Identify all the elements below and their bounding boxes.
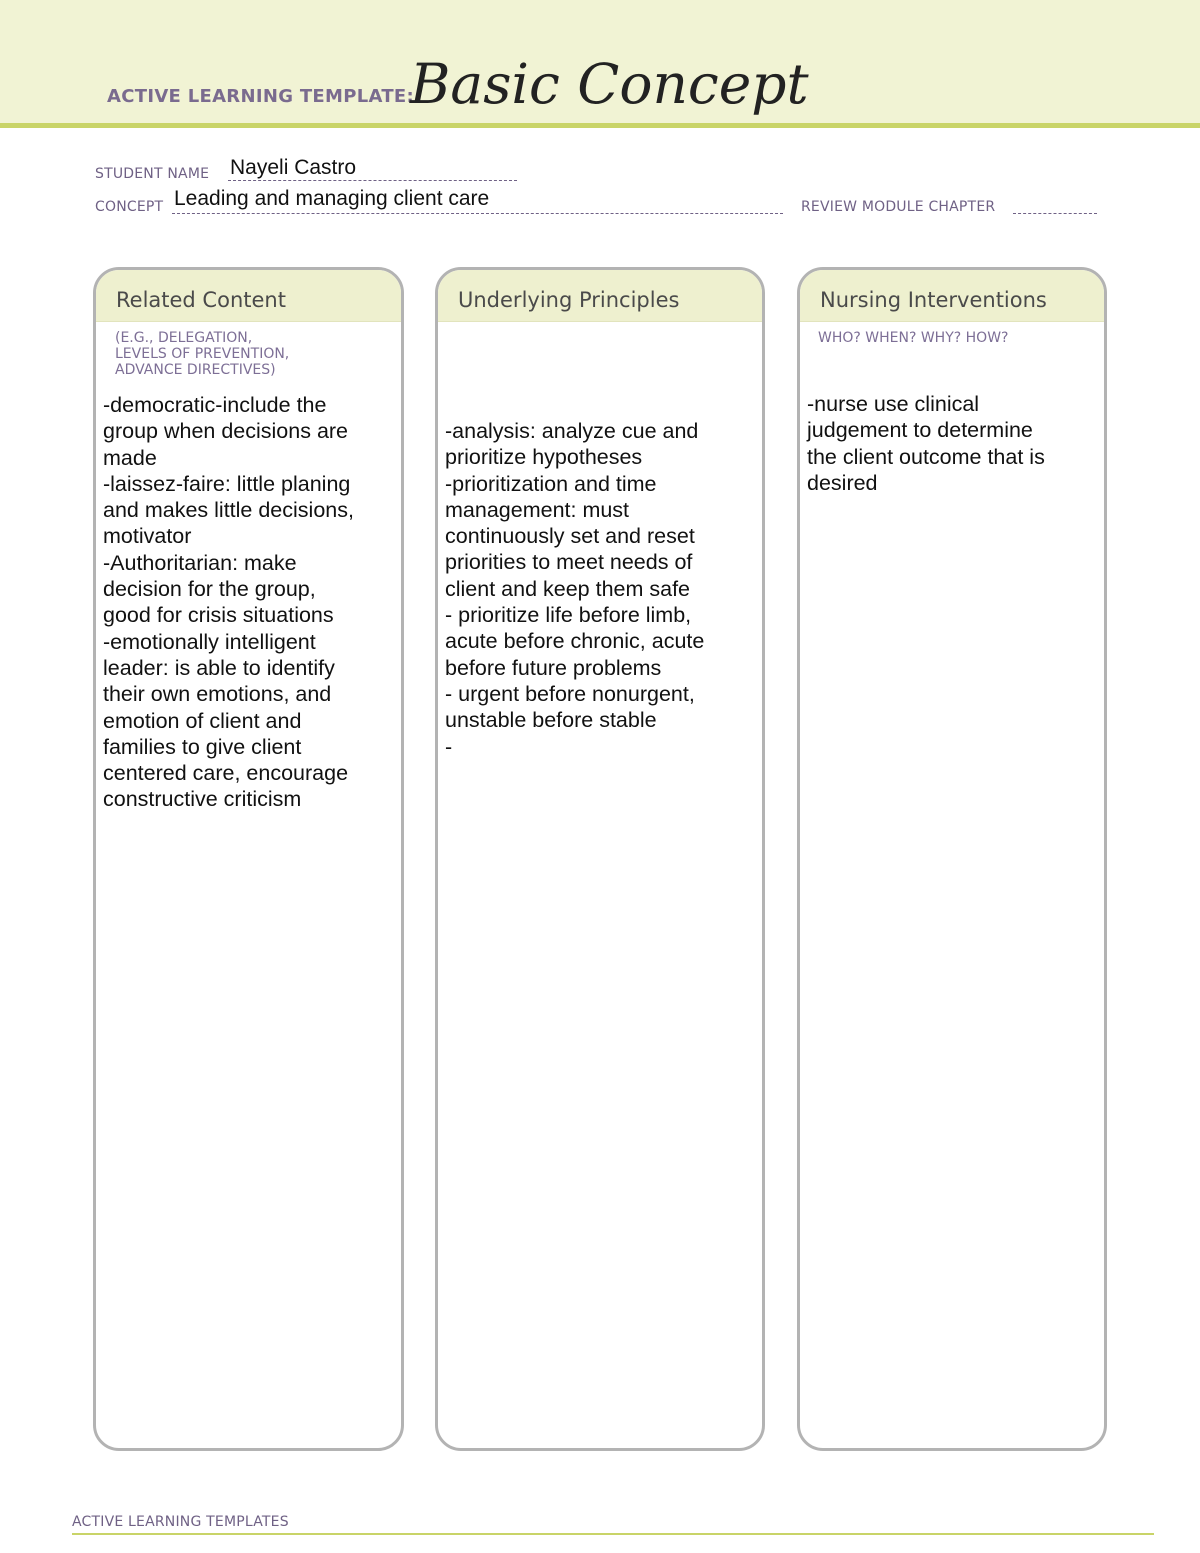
nursing-interventions-subtitle: WHO? WHEN? WHY? HOW?: [818, 330, 1009, 346]
nursing-interventions-header: [800, 270, 1104, 322]
concept-label: CONCEPT: [95, 199, 164, 215]
related-content-panel: [93, 267, 404, 1451]
nursing-interventions-text[interactable]: -nurse use clinical judgement to determine the client outcome that is desired: [807, 392, 1045, 495]
student-name-label: STUDENT NAME: [95, 166, 210, 182]
footer-divider: [72, 1533, 1154, 1535]
related-content-title: Related Content: [116, 288, 286, 312]
footer-label: ACTIVE LEARNING TEMPLATES: [72, 1514, 289, 1530]
template-title: Basic Concept: [410, 52, 809, 116]
underlying-principles-title: Underlying Principles: [458, 288, 680, 312]
student-name-line: [228, 180, 517, 181]
concept-field[interactable]: Leading and managing client care: [174, 187, 490, 210]
related-content-header: [96, 270, 401, 322]
header-divider: [0, 123, 1200, 128]
concept-line: [172, 213, 783, 214]
underlying-principles-panel: [435, 267, 765, 1451]
template-label: ACTIVE LEARNING TEMPLATE:: [107, 86, 414, 107]
underlying-principles-header: [438, 270, 762, 322]
related-content-subtitle: (E.G., DELEGATION, LEVELS OF PREVENTION, ADVANCE DIRECTIVES): [115, 330, 290, 378]
student-name-field[interactable]: Nayeli Castro: [230, 156, 357, 179]
nursing-interventions-title: Nursing Interventions: [820, 288, 1047, 312]
related-content-text[interactable]: -democratic-include the group when decisions are made -laissez-faire: little planing and makes little decisions, motivator -Authoritarian: make decision for the group, good for crisis situations -emotionally intelligent leader: is able to identify their own emotions, and emotion of client and families to give client centered care, encourage constructive criticism: [103, 393, 354, 812]
nursing-interventions-panel: [797, 267, 1107, 1451]
review-module-line: [1013, 213, 1097, 214]
review-module-label: REVIEW MODULE CHAPTER: [801, 199, 996, 215]
underlying-principles-text[interactable]: -analysis: analyze cue and prioritize hypotheses -prioritization and time management: must continuously set and reset priorities to meet needs of client and keep them safe - prioritize life before limb, acute before chronic, acute before future problems - urgent before nonurgent, unstable before stable -: [445, 419, 705, 759]
